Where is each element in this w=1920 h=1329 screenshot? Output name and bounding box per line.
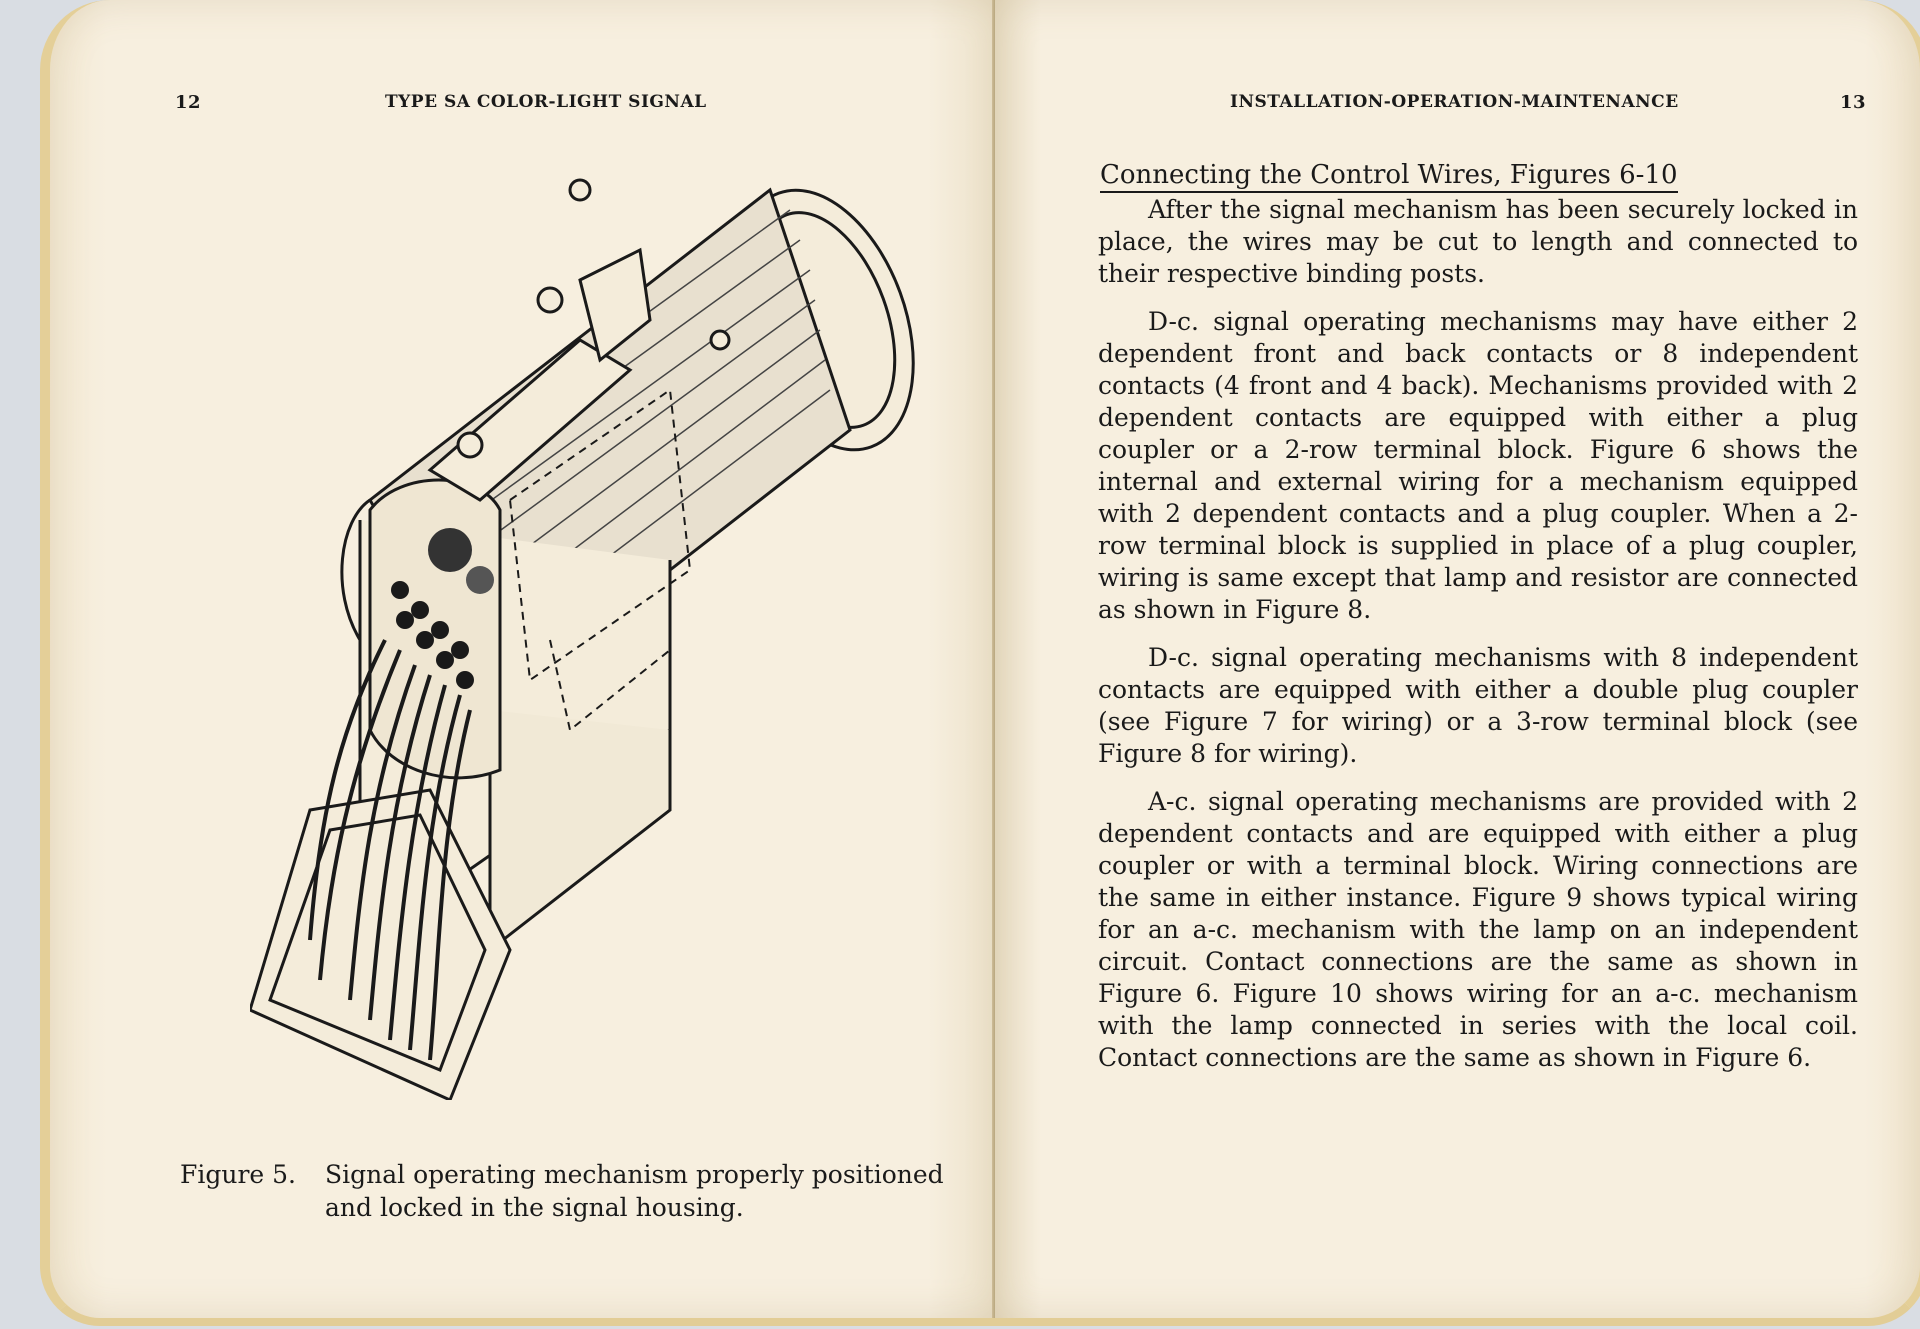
paragraph-3: D-c. signal operating mechanisms with 8 independent contacts are equipped with either a double plug coupler (see Figure 7 for wiring) or a 3-row terminal block (see Figure 8 for wiring).: [1098, 643, 1858, 768]
signal-mechanism-illustration: [250, 170, 970, 1100]
left-page: [40, 0, 1005, 1326]
left-running-head: TYPE SA COLOR-LIGHT SIGNAL: [385, 92, 707, 112]
right-running-head: INSTALLATION-OPERATION-MAINTENANCE: [1230, 92, 1679, 112]
figure-label: Figure 5.: [180, 1160, 296, 1189]
figure-caption-text: Signal operating mechanism properly positioned and locked in the signal housing.: [325, 1160, 944, 1222]
right-page-number: 13: [1840, 92, 1867, 113]
section-title: Connecting the Control Wires, Figures 6-10: [1100, 160, 1678, 193]
paragraph-1: After the signal mechanism has been securely locked in place, the wires may be cut to length and connected to their respective binding posts.: [1098, 195, 1858, 288]
paragraph-2: D-c. signal operating mechanisms may have either 2 dependent front and back contacts or 8 independent contacts (4 front and 4 back). Mechanisms provided with 2 dependent contacts are equipped with either a plug coupler or a 2-row terminal block. Figure 6 shows the internal and external wiring for a mechanism equipped with 2 dependent contacts and a plug coupler. When a 2-row terminal block is supplied in place of a plug coupler, wiring is same except that lamp and resistor are connected as shown in Figure 8.: [1098, 307, 1858, 624]
left-page-number: 12: [175, 92, 202, 113]
paragraph-4: A-c. signal operating mechanisms are provided with 2 dependent contacts and are equipped with either a plug coupler or with a terminal block. Wiring connections are the same in either instance. Figure 9 shows typical wiring for an a-c. mechanism with the lamp on an independent circuit. Contact connections are the same as shown in Figure 6. Figure 10 shows wiring for an a-c. mechanism with the lamp connected in series with the local coil. Contact connections are the same as shown in Figure 6.: [1098, 787, 1858, 1072]
open-booklet: [40, 0, 1920, 1329]
